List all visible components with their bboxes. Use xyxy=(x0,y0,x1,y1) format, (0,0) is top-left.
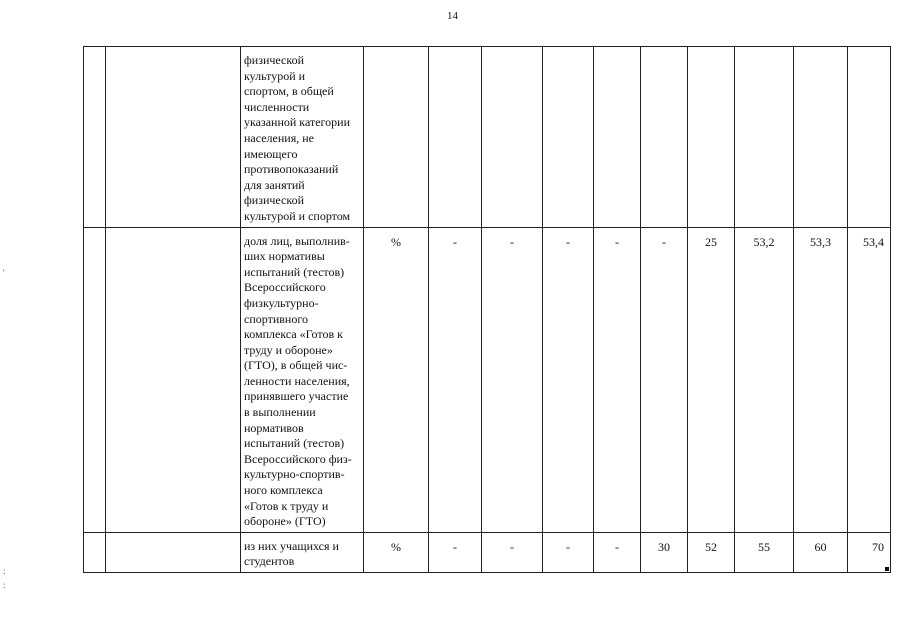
margin-mark: ' xyxy=(3,268,5,278)
number-cell xyxy=(84,227,106,532)
value-cell xyxy=(794,47,848,228)
value-cell: 70 xyxy=(848,532,891,572)
value-cell xyxy=(543,47,594,228)
value-cell: 60 xyxy=(794,532,848,572)
margin-mark: : xyxy=(3,566,6,576)
value-cell: - xyxy=(641,227,688,532)
value-cell: 55 xyxy=(735,532,794,572)
value-cell: 52 xyxy=(688,532,735,572)
value-cell: - xyxy=(543,227,594,532)
unit-cell: % xyxy=(364,532,429,572)
table-row xyxy=(84,532,891,572)
value-cell: - xyxy=(429,532,482,572)
value-cell xyxy=(848,47,891,228)
value-cell: - xyxy=(482,227,543,532)
value-cell: 53,3 xyxy=(794,227,848,532)
value-cell xyxy=(688,47,735,228)
value-cell: - xyxy=(594,532,641,572)
value-cell: 53,4 xyxy=(848,227,891,532)
unit-cell xyxy=(364,47,429,228)
value-cell: 53,2 xyxy=(735,227,794,532)
indicator-cell: доля лиц, выполнив- ших нормативы испытаний (тестов) Всероссийского физкультурно- спортивного комплекса «Готов к труду и обороне» (ГТО), в общей чис- ленности населения, принявшего участие в выполнении нормативов испытаний (тестов) Всероссийского физ- культурно-спортив- ного комплекса «Готов к труду и обороне» (ГТО) xyxy=(241,227,364,532)
value-cell xyxy=(641,47,688,228)
number-cell xyxy=(84,532,106,572)
value-cell: 30 xyxy=(641,532,688,572)
program-cell xyxy=(106,47,241,228)
program-cell xyxy=(106,532,241,572)
number-cell xyxy=(84,47,106,228)
table-row xyxy=(84,227,891,532)
value-cell xyxy=(482,47,543,228)
unit-cell: % xyxy=(364,227,429,532)
program-cell xyxy=(106,227,241,532)
indicator-table xyxy=(83,46,891,573)
table-row xyxy=(84,47,891,228)
indicator-cell: физической культурой и спортом, в общей численности указанной категории населения, не имеющего противопоказаний для занятий физической культурой и спортом xyxy=(241,47,364,228)
indicator-cell: из них учащихся и студентов xyxy=(241,532,364,572)
value-cell xyxy=(594,47,641,228)
value-cell: - xyxy=(594,227,641,532)
scan-mark xyxy=(885,567,889,571)
value-cell: 25 xyxy=(688,227,735,532)
value-cell xyxy=(735,47,794,228)
margin-mark: : xyxy=(3,580,6,590)
value-cell xyxy=(429,47,482,228)
page-number: 14 xyxy=(447,10,458,22)
value-cell: - xyxy=(543,532,594,572)
value-cell: - xyxy=(482,532,543,572)
value-cell: - xyxy=(429,227,482,532)
